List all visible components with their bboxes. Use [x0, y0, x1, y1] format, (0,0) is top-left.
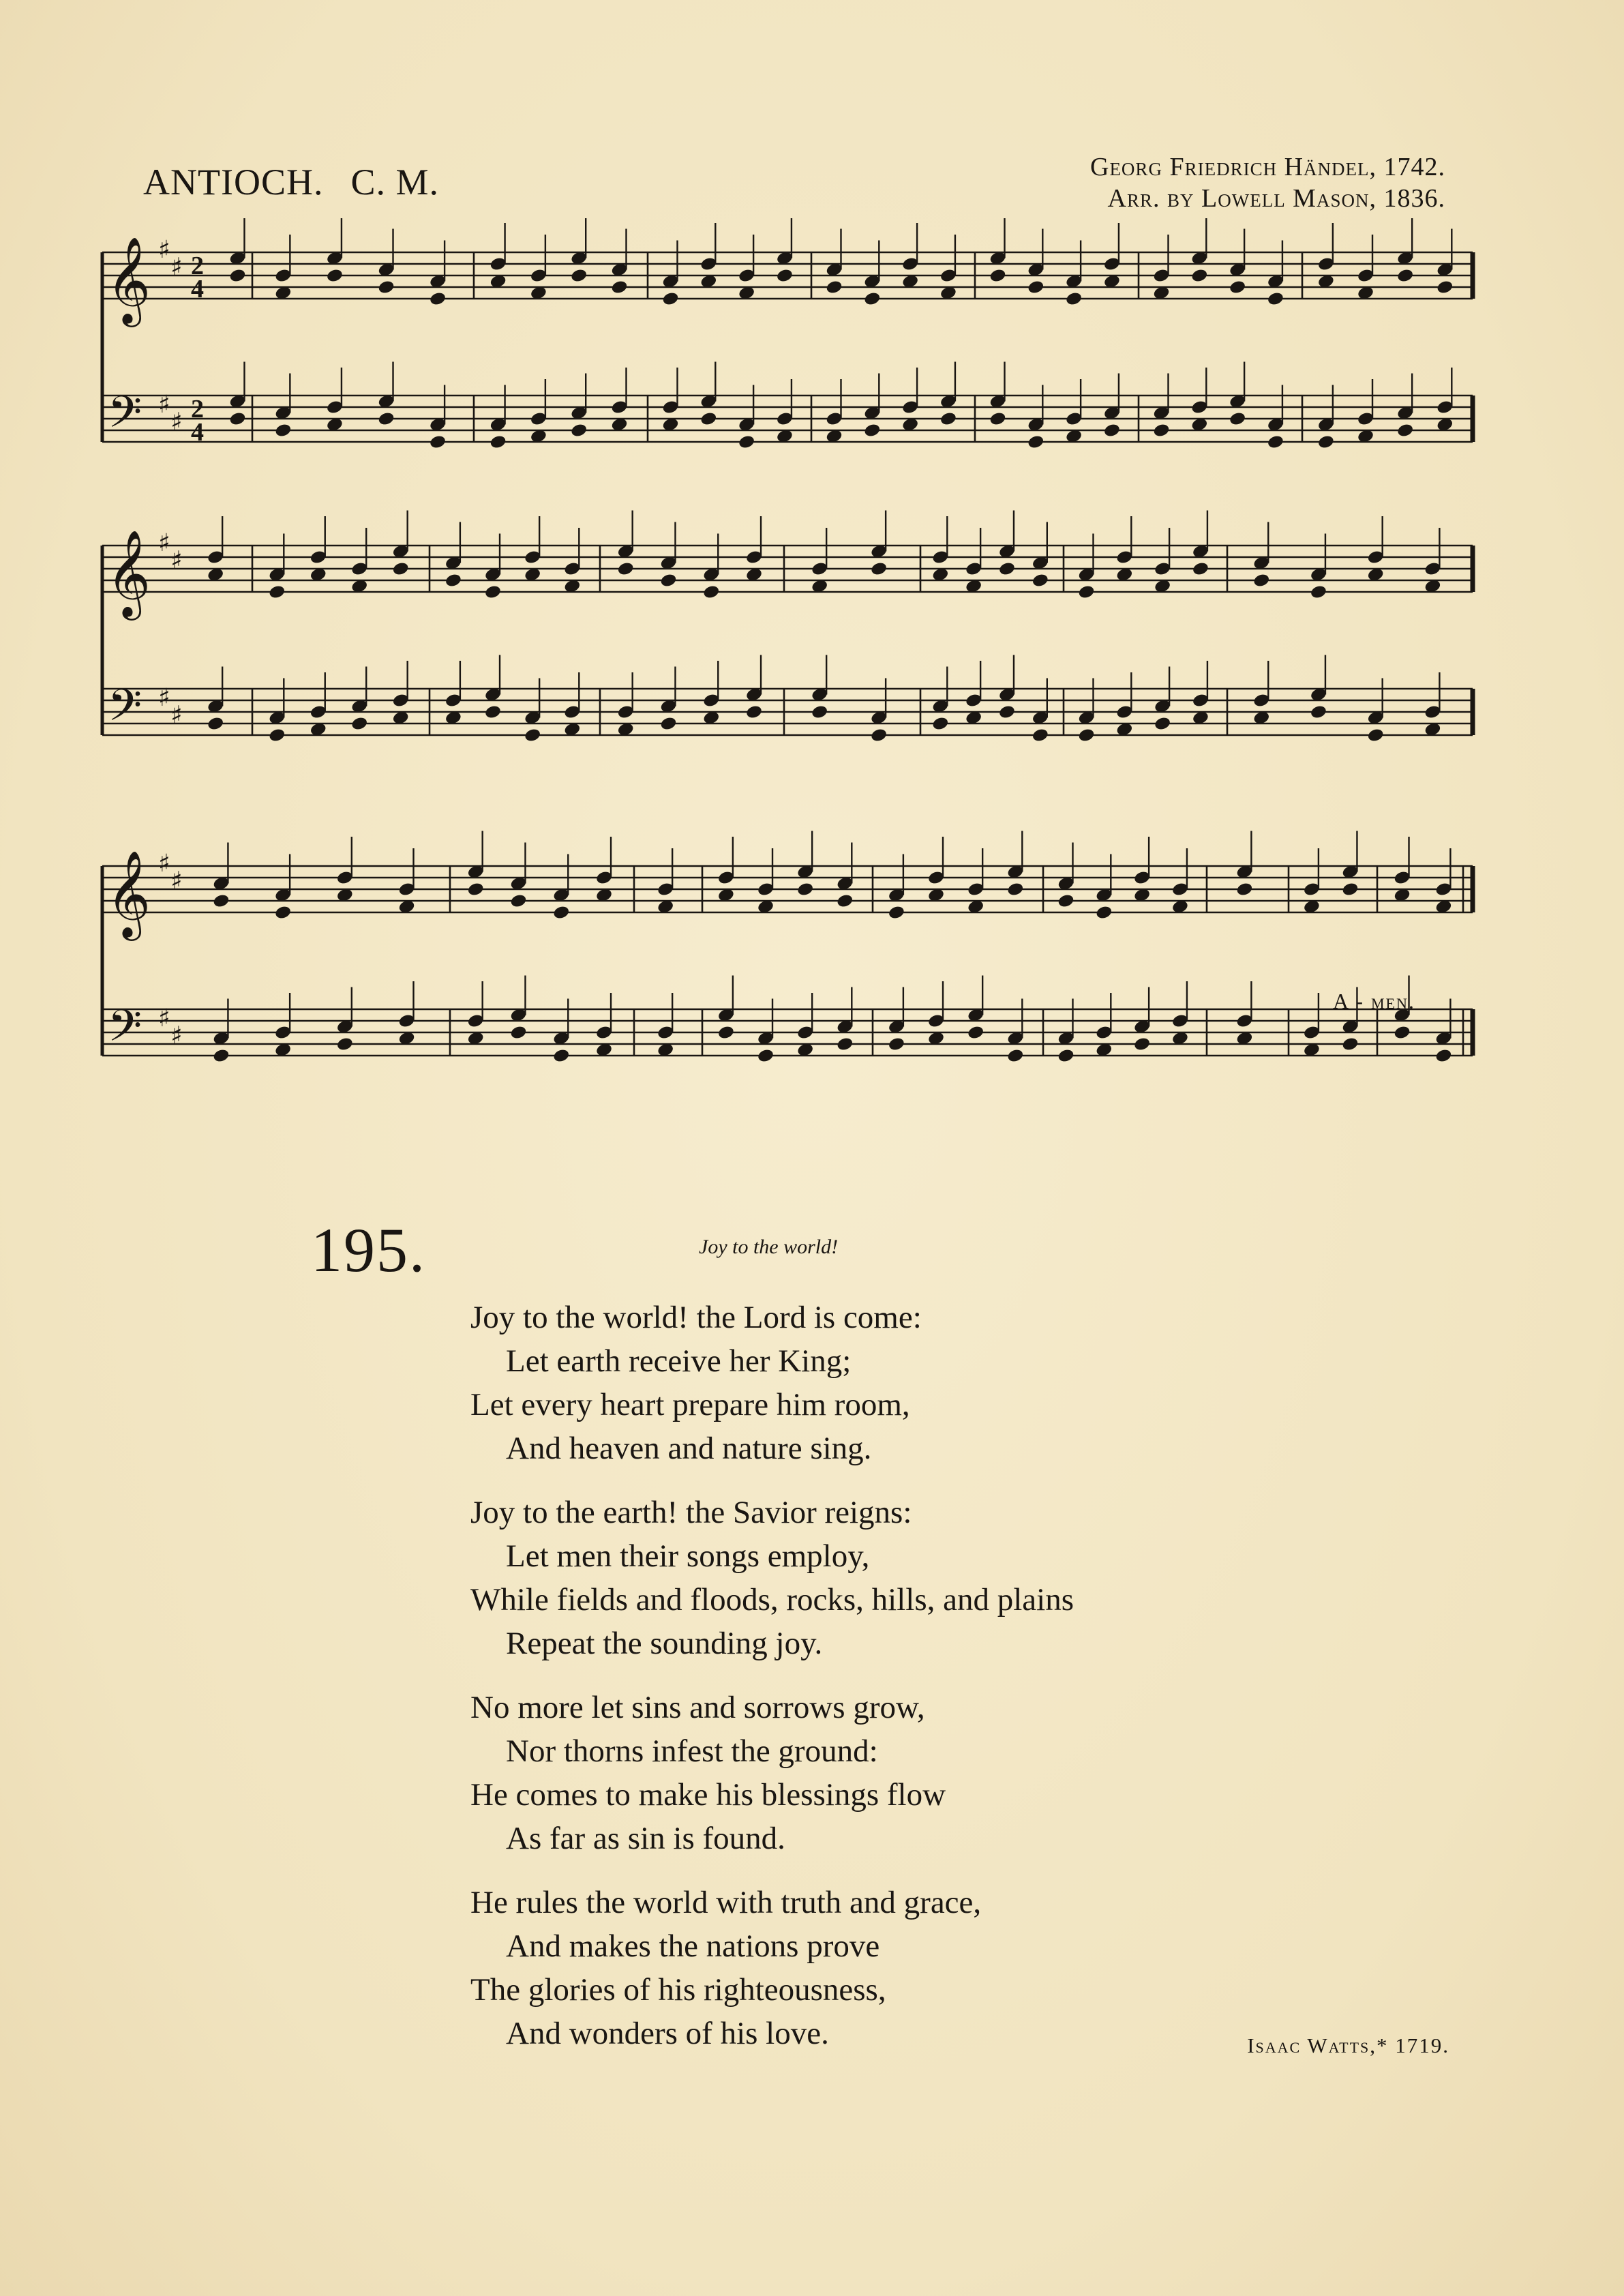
note-head [1436, 280, 1454, 295]
bass-clef: 𝄢 [108, 387, 142, 449]
bass-clef: 𝄢 [108, 1001, 142, 1062]
note-head [776, 268, 794, 284]
poem-line: Let earth receive her King; [506, 1343, 852, 1379]
poem-line: No more let sins and sorrows grow, [470, 1690, 925, 1725]
note-head [617, 561, 635, 577]
note-head [1027, 280, 1044, 295]
time-signature: 4 [191, 275, 204, 303]
note-head [888, 1037, 905, 1052]
note-head [467, 882, 485, 897]
note-head [1310, 584, 1327, 600]
sharp-sign: ♯ [170, 1022, 183, 1050]
note-head [1267, 291, 1284, 307]
note-head [1396, 268, 1414, 284]
sharp-sign: ♯ [158, 236, 170, 264]
note-head [1006, 1048, 1024, 1064]
poem-line: And makes the nations prove [506, 1928, 880, 1964]
note-head [1229, 411, 1246, 427]
treble-clef: 𝄞 [106, 850, 151, 937]
poem-line: Joy to the world! the Lord is come: [470, 1300, 922, 1335]
note-head [350, 716, 368, 732]
composer-line: Georg Friedrich Händel, 1742. [1090, 153, 1445, 181]
note-head [1393, 1025, 1411, 1041]
time-signature: 2 [191, 252, 204, 280]
note-head [998, 704, 1016, 720]
stanza [470, 1881, 1425, 2055]
note-head [1341, 882, 1359, 897]
note-head [1267, 434, 1284, 450]
note-head [1065, 291, 1083, 307]
treble-clef: 𝄞 [106, 236, 151, 323]
note-head [661, 291, 679, 307]
note-head [1032, 573, 1049, 588]
poem-line: He rules the world with truth and grace, [470, 1885, 982, 1920]
note-head [1252, 573, 1270, 588]
sharp-sign: ♯ [158, 529, 170, 557]
sharp-sign: ♯ [158, 684, 170, 712]
music-score [95, 218, 1486, 1173]
note-head [989, 268, 1006, 284]
sharp-sign: ♯ [158, 1004, 170, 1032]
note-head [939, 411, 957, 427]
note-head [268, 584, 286, 600]
note-head [1341, 1037, 1359, 1052]
note-head [212, 1048, 230, 1064]
sharp-sign: ♯ [170, 867, 183, 895]
note-head [738, 434, 755, 450]
sharp-sign: ♯ [158, 850, 170, 878]
hymn-number: 195. [311, 1215, 426, 1285]
note-head [659, 716, 677, 732]
note-head [811, 704, 828, 720]
hymn-text [470, 1296, 1425, 2076]
note-head [509, 1025, 527, 1041]
note-head [377, 411, 395, 427]
note-head [1152, 423, 1170, 438]
tune-title [143, 161, 439, 203]
arranger-line: Arr. by Lowell Mason, 1836. [1107, 184, 1445, 213]
poem-line: And wonders of his love. [506, 2016, 829, 2051]
note-head [274, 905, 292, 921]
note-head [326, 268, 344, 284]
poem-line: Nor thorns infest the ground: [506, 1733, 878, 1769]
note-head [207, 716, 224, 732]
note-head [1229, 280, 1246, 295]
sharp-sign: ♯ [158, 391, 170, 419]
note-head [836, 1037, 854, 1052]
note-head [870, 561, 888, 577]
note-head [228, 411, 246, 427]
note-head [1434, 1048, 1452, 1064]
note-head [1190, 268, 1208, 284]
note-head [429, 291, 447, 307]
note-head [1154, 716, 1171, 732]
note-head [1057, 1048, 1074, 1064]
note-head [998, 561, 1016, 577]
note-head [484, 584, 502, 600]
note-head [228, 268, 246, 284]
note-head [989, 411, 1006, 427]
time-signature: 2 [191, 395, 204, 423]
note-head [1057, 893, 1074, 909]
time-signature: 4 [191, 418, 204, 447]
note-head [445, 573, 462, 588]
note-head [570, 268, 588, 284]
tune-name: ANTIOCH. [143, 162, 324, 203]
note-head [1077, 584, 1095, 600]
note-head [1133, 1037, 1151, 1052]
poem-line: He comes to make his blessings flow [470, 1777, 946, 1813]
staff-systems [102, 218, 1473, 1063]
note-head [967, 1025, 984, 1041]
note-head [888, 905, 905, 921]
note-head [870, 728, 888, 743]
note-head [1095, 905, 1113, 921]
note-head [268, 728, 286, 743]
note-head [863, 291, 881, 307]
note-head [429, 434, 447, 450]
poem-line: Let men their songs employ, [506, 1538, 870, 1574]
note-head [212, 893, 230, 909]
poem-line: Let every heart prepare him room, [470, 1387, 910, 1422]
note-head [570, 423, 588, 438]
note-head [717, 1025, 735, 1041]
note-head [1103, 423, 1121, 438]
note-head [1367, 728, 1385, 743]
sharp-sign: ♯ [170, 253, 183, 282]
note-head [392, 561, 410, 577]
hymn-first-line: Joy to the world! [699, 1236, 839, 1258]
note-head [552, 905, 570, 921]
note-head [377, 280, 395, 295]
poem-line: Repeat the sounding joy. [506, 1626, 823, 1661]
note-head [836, 893, 854, 909]
note-head [552, 1048, 570, 1064]
poem-line: While fields and floods, rocks, hills, and plains [470, 1582, 1074, 1617]
note-head [336, 1037, 354, 1052]
note-head [1032, 728, 1049, 743]
attribution [1090, 151, 1445, 214]
note-head [825, 280, 843, 295]
note-head [1396, 423, 1414, 438]
poem-line: And heaven and nature sing. [506, 1431, 872, 1466]
note-head [490, 434, 507, 450]
amen-lyric: A - men. [1333, 989, 1415, 1013]
note-head [1027, 434, 1044, 450]
note-head [1006, 882, 1024, 897]
author-credit: Isaac Watts,* 1719. [1247, 2033, 1449, 2057]
bass-clef: 𝄢 [108, 681, 142, 742]
meter: C. M. [350, 162, 440, 203]
stanza [470, 1491, 1425, 1665]
note-head [1235, 882, 1253, 897]
note-head [484, 704, 502, 720]
poem-line: The glories of his righteousness, [470, 1972, 886, 2008]
note-head [659, 573, 677, 588]
note-head [524, 728, 541, 743]
sharp-sign: ♯ [170, 408, 183, 436]
note-head [702, 584, 720, 600]
note-head [757, 1048, 775, 1064]
note-head [863, 423, 881, 438]
stanza [470, 1686, 1425, 1860]
note-head [796, 882, 814, 897]
note-head [1310, 704, 1327, 720]
treble-clef: 𝄞 [106, 529, 151, 616]
poem-line: Joy to the earth! the Savior reigns: [470, 1495, 912, 1530]
note-head [1317, 434, 1335, 450]
note-head [1192, 561, 1209, 577]
sharp-sign: ♯ [170, 546, 183, 575]
note-head [274, 423, 292, 438]
note-head [931, 716, 949, 732]
note-head [610, 280, 628, 295]
note-head [1077, 728, 1095, 743]
stanza [470, 1296, 1425, 1470]
poem-line: As far as sin is found. [506, 1821, 785, 1856]
note-head [700, 411, 717, 427]
note-head [509, 893, 527, 909]
note-head [745, 704, 763, 720]
sharp-sign: ♯ [170, 701, 183, 730]
